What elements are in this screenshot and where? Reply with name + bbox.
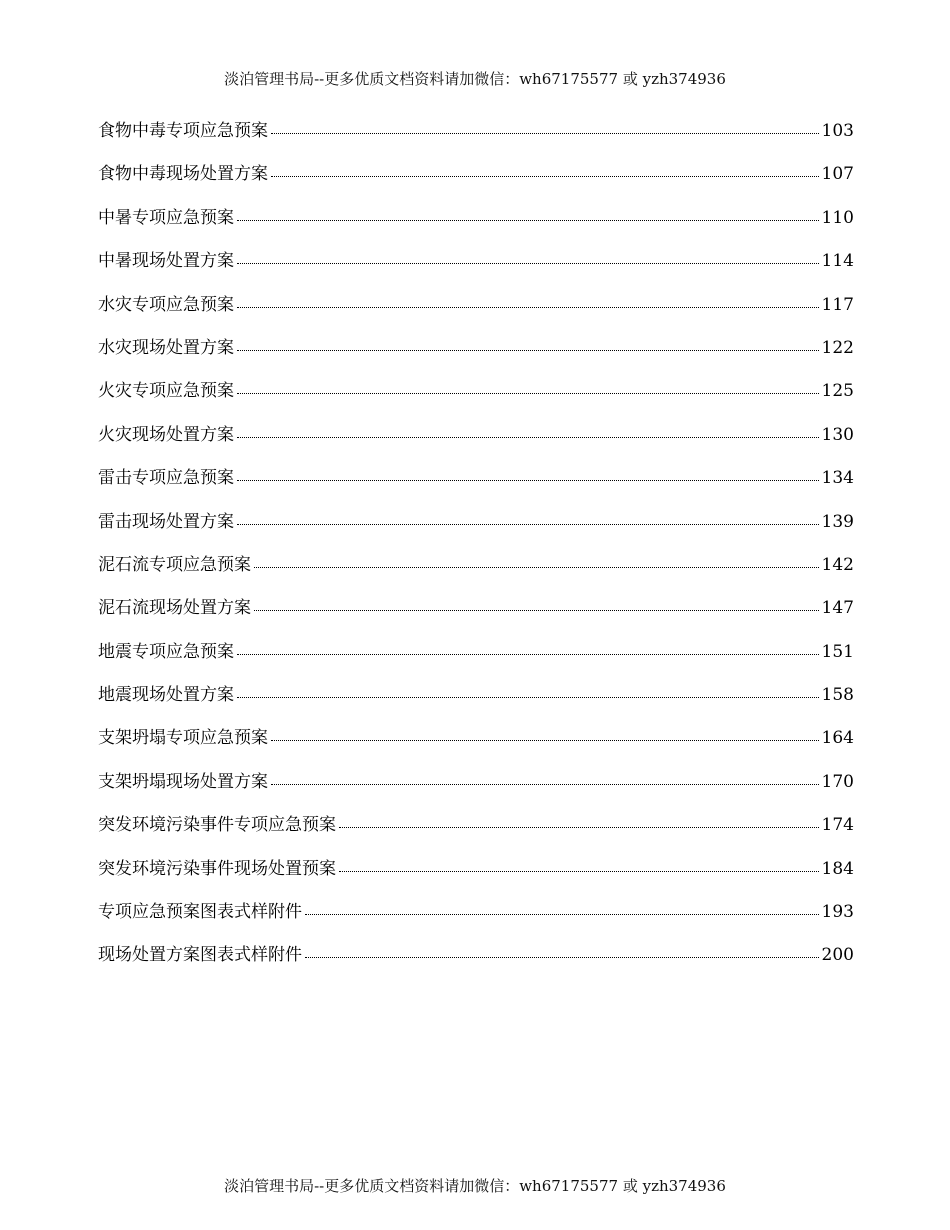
toc-dot-leader — [339, 871, 819, 872]
toc-dot-leader — [237, 263, 819, 264]
toc-entry-title: 泥石流专项应急预案 — [98, 554, 251, 575]
toc-entry-title: 中暑现场处置方案 — [98, 251, 234, 272]
toc-dot-leader — [271, 784, 819, 785]
table-of-contents — [98, 119, 854, 987]
toc-entry[interactable] — [98, 857, 854, 900]
toc-entry-page: 103 — [821, 121, 854, 141]
toc-entry-page: 193 — [821, 902, 854, 923]
toc-entry-page: 158 — [821, 685, 854, 706]
toc-entry[interactable] — [98, 596, 854, 639]
toc-entry-title: 火灾专项应急预案 — [98, 381, 234, 402]
toc-entry[interactable] — [98, 162, 854, 205]
toc-entry[interactable] — [98, 423, 854, 466]
toc-entry[interactable] — [98, 813, 854, 856]
toc-entry-title: 雷击专项应急预案 — [98, 468, 234, 489]
toc-entry-title: 水灾专项应急预案 — [98, 294, 234, 315]
toc-entry[interactable] — [98, 683, 854, 726]
toc-entry-title: 食物中毒专项应急预案 — [98, 121, 268, 141]
toc-entry-page: 107 — [821, 164, 854, 185]
toc-entry[interactable] — [98, 770, 854, 813]
toc-dot-leader — [237, 654, 819, 655]
toc-dot-leader — [237, 524, 819, 525]
toc-entry-title: 食物中毒现场处置方案 — [98, 164, 268, 185]
toc-entry-page: 174 — [821, 815, 854, 836]
toc-dot-leader — [237, 393, 819, 394]
toc-entry-title: 突发环境污染事件专项应急预案 — [98, 815, 336, 836]
toc-entry[interactable] — [98, 249, 854, 292]
toc-entry-title: 中暑专项应急预案 — [98, 207, 234, 228]
toc-entry-page: 110 — [821, 207, 854, 228]
toc-dot-leader — [237, 480, 819, 481]
toc-entry[interactable] — [98, 640, 854, 683]
toc-entry[interactable] — [98, 943, 854, 986]
toc-entry[interactable] — [98, 206, 854, 249]
toc-entry-page: 147 — [821, 598, 854, 619]
toc-dot-leader — [339, 827, 819, 828]
toc-dot-leader — [305, 957, 819, 958]
toc-entry-title: 地震现场处置方案 — [98, 685, 234, 706]
toc-entry[interactable] — [98, 379, 854, 422]
toc-dot-leader — [254, 567, 819, 568]
toc-dot-leader — [271, 133, 819, 134]
toc-entry-title: 支架坍塌现场处置方案 — [98, 771, 268, 792]
toc-dot-leader — [305, 914, 819, 915]
toc-dot-leader — [237, 307, 819, 308]
toc-entry[interactable] — [98, 466, 854, 509]
page-footer: 淡泊管理书局--更多优质文档资料请加微信：wh67175577 或 yzh374936 — [224, 1177, 726, 1195]
toc-entry-page: 125 — [821, 381, 854, 402]
toc-entry-title: 突发环境污染事件现场处置预案 — [98, 858, 336, 879]
toc-entry-page: 122 — [821, 337, 854, 358]
toc-entry[interactable] — [98, 293, 854, 336]
toc-entry-title: 火灾现场处置方案 — [98, 424, 234, 445]
toc-dot-leader — [237, 437, 819, 438]
toc-dot-leader — [237, 697, 819, 698]
toc-entry[interactable] — [98, 336, 854, 379]
toc-dot-leader — [237, 220, 819, 221]
toc-entry[interactable] — [98, 119, 854, 162]
toc-entry-page: 130 — [821, 424, 854, 445]
toc-entry[interactable] — [98, 553, 854, 596]
toc-entry-page: 117 — [821, 294, 854, 315]
toc-entry-page: 134 — [821, 468, 854, 489]
toc-entry-page: 142 — [821, 554, 854, 575]
toc-entry-title: 专项应急预案图表式样附件 — [98, 902, 302, 923]
toc-entry-title: 泥石流现场处置方案 — [98, 598, 251, 619]
toc-entry-page: 170 — [821, 771, 854, 792]
toc-dot-leader — [237, 350, 819, 351]
toc-dot-leader — [271, 740, 819, 741]
toc-entry-page: 139 — [821, 511, 854, 532]
toc-entry-page: 151 — [821, 641, 854, 662]
toc-entry-page: 200 — [821, 945, 854, 966]
toc-entry-title: 现场处置方案图表式样附件 — [98, 945, 302, 966]
toc-entry-page: 184 — [821, 858, 854, 879]
toc-entry[interactable] — [98, 510, 854, 553]
toc-dot-leader — [271, 176, 819, 177]
toc-entry-title: 雷击现场处置方案 — [98, 511, 234, 532]
toc-dot-leader — [254, 610, 819, 611]
toc-entry-title: 地震专项应急预案 — [98, 641, 234, 662]
toc-entry-page: 164 — [821, 728, 854, 749]
toc-entry[interactable] — [98, 900, 854, 943]
toc-entry-title: 支架坍塌专项应急预案 — [98, 728, 268, 749]
toc-entry-title: 水灾现场处置方案 — [98, 337, 234, 358]
toc-entry[interactable] — [98, 726, 854, 769]
toc-entry-page: 114 — [821, 251, 854, 272]
page-header: 淡泊管理书局--更多优质文档资料请加微信：wh67175577 或 yzh374936 — [224, 70, 726, 88]
